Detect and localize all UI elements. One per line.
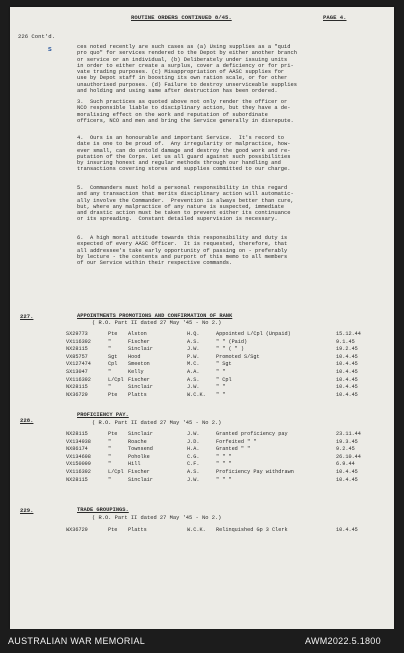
cell-action: Forfeited " " xyxy=(216,438,257,445)
cell-rank: " xyxy=(108,476,112,483)
paragraph-5: 5. Commanders must hold a personal responsibility in this regard and any transaction that merits disciplinary action will automatic- ally involve the Commander. Prevention is always better than cure, but, where any malpractice of any nature is suspected, immediate and drastic action must be taken to prevent either its continuance or its spreading. Constant detailed supervision is necessary. xyxy=(77,185,294,223)
cell-name: Smeeton xyxy=(128,361,150,368)
cell-name: Poholke xyxy=(128,453,150,460)
cell-rank: " xyxy=(108,461,112,468)
cell-rank: " xyxy=(108,369,112,375)
document-title: ROUTINE ORDERS CONTINUED 8/45. xyxy=(131,14,232,21)
cell-name: Roache xyxy=(128,438,147,445)
cell-rank: " xyxy=(108,446,112,453)
cell-no: NX28115 xyxy=(66,384,88,391)
cell-unit: P.W. xyxy=(187,353,200,360)
cell-no: SX13047 xyxy=(66,369,88,375)
cell-unit: C.F. xyxy=(187,461,200,468)
page-number: PAGE 4. xyxy=(323,14,347,21)
cell-date: 10.4.45 xyxy=(336,369,358,375)
section-title-228: PROFICIENCY PAY. xyxy=(77,412,129,418)
cell-action: " " (Paid) xyxy=(216,338,248,345)
cell-rank: Pte xyxy=(108,331,118,337)
cell-unit: W.C.K. xyxy=(187,391,206,398)
cell-unit: H.Q. xyxy=(187,331,200,337)
section-subtitle-228: ( R.O. Part II dated 27 May '45 - No 2.) xyxy=(92,420,222,426)
cell-date: 10.4.45 xyxy=(336,527,358,533)
cell-no: VX150099 xyxy=(66,461,91,468)
cell-action: " " " xyxy=(216,461,232,468)
cell-no: VX116392 xyxy=(66,338,91,345)
cell-rank: Pte xyxy=(108,527,118,533)
cell-date: 10.4.45 xyxy=(336,391,358,398)
cell-action: Relinquished Gp 3 Clerk xyxy=(216,527,288,533)
cell-unit: A.S. xyxy=(187,469,200,475)
paragraph-6: 6. A high moral attitude towards this responsibility and duty is expected of every AASC Officer. It is requested, therefore, that all addressee's take early opportunity of passing on - preferably by lecture - the contents and purport of this memo to all members of our Service within their respective commands. xyxy=(77,235,288,267)
cell-no: WX36729 xyxy=(66,527,88,533)
cell-action: " " " xyxy=(216,476,232,483)
cell-no: VX116392 xyxy=(66,376,91,383)
cell-rank: L/Cpl xyxy=(108,376,124,383)
document-page xyxy=(10,7,394,629)
cell-date: 10.4.45 xyxy=(336,469,358,475)
cell-unit: J.W. xyxy=(187,346,200,353)
cell-no: VX134698 xyxy=(66,453,91,460)
cell-action: " Sgt xyxy=(216,361,232,368)
cell-rank: " xyxy=(108,438,112,445)
archive-name: AUSTRALIAN WAR MEMORIAL xyxy=(8,636,146,646)
cell-rank: " xyxy=(108,384,112,391)
cell-no: NX36729 xyxy=(66,391,88,398)
cell-no: VX127474 xyxy=(66,361,91,368)
cell-action: " " xyxy=(216,369,226,375)
paragraph-2-continued: ces noted recently are such cases as (a) Using supplies as a "quid pro quo" for services rendered to the Depot by either another branch or service or an individual, (b) Deliberately under issuing units in order to either create a surplus, cover a deficiency or for pri- vate trading purposes. (c) Misappropriation of AASC supplies for use by Depot staff in boosting its own ration scale, or for other unauthorised purposes. (d) Failure to destroy unserviceable supplies and holding and using same after destruction has been ordered. xyxy=(77,44,297,95)
cell-date: 10.4.45 xyxy=(336,361,358,368)
cell-unit: A.S. xyxy=(187,376,200,383)
cell-name: Platts xyxy=(128,391,147,398)
section-number-229: 229. xyxy=(20,507,34,514)
cell-date: 10.4.45 xyxy=(336,476,358,483)
section-title-229: TRADE GROUPINGS. xyxy=(77,507,129,513)
cell-rank: L/Cpl xyxy=(108,469,124,475)
cell-no: VX134938 xyxy=(66,438,91,445)
section-subtitle-227: ( R.O. Part II dated 27 May '45 - No 2.) xyxy=(92,320,222,326)
cell-date: 9.1.45 xyxy=(336,338,355,345)
cell-rank: " xyxy=(108,346,112,353)
cell-no: SX29773 xyxy=(66,331,88,337)
cell-action: Granted proficiency pay xyxy=(216,431,288,437)
cell-no: VX116392 xyxy=(66,469,91,475)
cell-no: NX28115 xyxy=(66,346,88,353)
archive-footer xyxy=(0,629,404,653)
cell-no: NX28115 xyxy=(66,476,88,483)
cell-name: Fischer xyxy=(128,376,150,383)
cell-rank: Pte xyxy=(108,391,118,398)
cell-date: 10.4.45 xyxy=(336,353,358,360)
cell-name: Kelly xyxy=(128,369,144,375)
cell-name: Sinclair xyxy=(128,431,153,437)
cell-action: Appointed L/Cpl (Unpaid) xyxy=(216,331,291,337)
cell-no: NX86174 xyxy=(66,446,88,453)
cell-rank: " xyxy=(108,453,112,460)
cell-action: " " xyxy=(216,391,226,398)
cell-action: Granted " " xyxy=(216,446,251,453)
cell-rank: Cpl xyxy=(108,361,118,368)
cell-unit: M.C. xyxy=(187,361,200,368)
cell-date: 10.4.45 xyxy=(336,376,358,383)
cell-name: Fischer xyxy=(128,338,150,345)
cell-unit: A.S. xyxy=(187,338,200,345)
section-number-228: 228. xyxy=(20,417,34,424)
cell-name: Platts xyxy=(128,527,147,533)
cell-date: 9.2.45 xyxy=(336,446,355,453)
margin-mark: S xyxy=(48,47,52,53)
cell-unit: J.D. xyxy=(187,438,200,445)
cell-date: 23.11.44 xyxy=(336,431,361,437)
cell-date: 19.3.45 xyxy=(336,438,358,445)
cell-name: Sinclair xyxy=(128,346,153,353)
cell-name: Hill xyxy=(128,461,141,468)
cell-name: Townsend xyxy=(128,446,153,453)
cell-date: 6.9.44 xyxy=(336,461,355,468)
cell-unit: J.W. xyxy=(187,384,200,391)
cell-rank: Pte xyxy=(108,431,118,437)
cell-unit: J.W. xyxy=(187,476,200,483)
cell-name: Hood xyxy=(128,353,141,360)
cell-unit: C.G. xyxy=(187,453,200,460)
cell-action: " " xyxy=(216,384,226,391)
section-subtitle-229: ( R.O. Part II dated 27 May '45 - No 2.) xyxy=(92,515,222,521)
paragraph-3: 3. Such practices as quoted above not only render the officer or NCO responsible liable to disciplinary action, but they have a de- moralising effect on the work and reputation of subordinate officers, NCO and men and bring the Service generally in disrepute. xyxy=(77,99,294,124)
cell-action: " " ( " ) xyxy=(216,346,245,353)
archive-reference: AWM2022.5.1800 xyxy=(305,636,381,646)
cell-action: Promoted S/Sgt xyxy=(216,353,260,360)
cell-action: Proficiency Pay withdrawn xyxy=(216,469,294,475)
cell-date: 10.4.45 xyxy=(336,384,358,391)
cell-unit: J.W. xyxy=(187,431,200,437)
cell-date: 15.12.44 xyxy=(336,331,361,337)
cell-date: 26.10.44 xyxy=(336,453,361,460)
cell-unit: H.A. xyxy=(187,446,200,453)
cell-unit: A.A. xyxy=(187,369,200,375)
cell-no: NX28115 xyxy=(66,431,88,437)
cell-action: " " " xyxy=(216,453,232,460)
cell-name: Sinclair xyxy=(128,476,153,483)
cell-unit: W.C.K. xyxy=(187,527,206,533)
cell-name: Sinclair xyxy=(128,384,153,391)
cell-date: 19.2.45 xyxy=(336,346,358,353)
cell-rank: Sgt xyxy=(108,353,118,360)
cell-rank: " xyxy=(108,338,112,345)
cell-name: Fischer xyxy=(128,469,150,475)
cell-action: " Cpl xyxy=(216,376,232,383)
cell-name: Alston xyxy=(128,331,147,337)
section-number-227: 227. xyxy=(20,313,34,320)
paragraph-4: 4. Ours is an honourable and important Service. It's record to date is one to be proud of. Any irregularity or malpractice, how- ever small, can do untold damage and destroy the good work and re- putation of the Corps. Let us all guard against such possibilities by insuring honest and regular methods through our handling and transactions covering stores and supplies committed to our charge. xyxy=(77,135,291,173)
section-number-226: 226 Cont'd. xyxy=(18,33,55,40)
cell-no: VX85757 xyxy=(66,353,88,360)
section-title-227: APPOINTMENTS PROMOTIONS AND CONFIRMATION OF RANK xyxy=(77,313,233,319)
